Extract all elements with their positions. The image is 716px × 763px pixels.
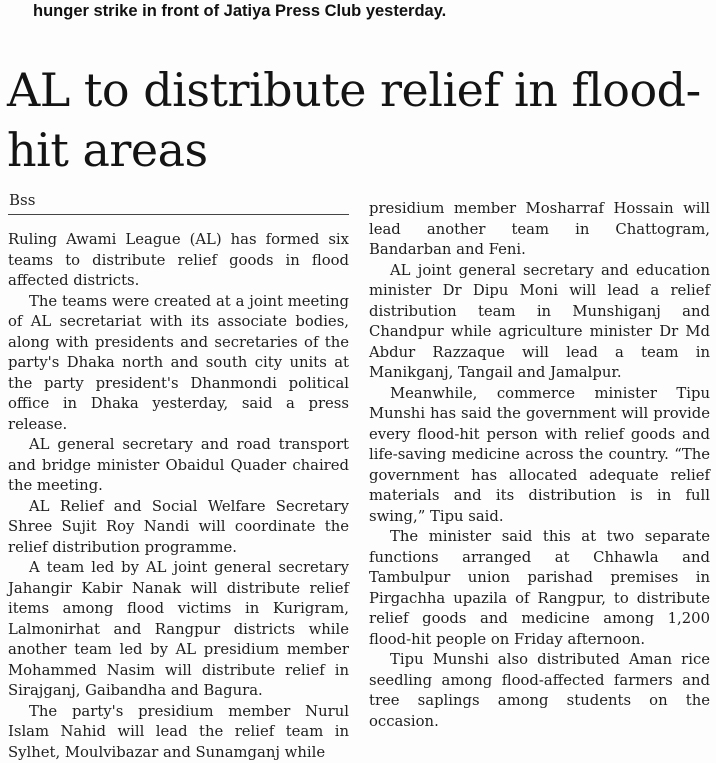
- article-byline: Bss: [9, 191, 35, 209]
- paragraph-9: Meanwhile, commerce minister Tipu Munshi has said the government will provide every flood-hit person with relief goods and life-saving medicine across the country. “The government has allocated adequate relief materials and its distribution is in full swing,” Tipu said.: [369, 384, 710, 528]
- paragraph-5: A team led by AL joint general secretary Jahangir Kabir Nanak will distribute relief items among flood victims in Kurigram, Lalmonirhat and Rangpur districts while another team led by AL presidium member Mohammed Nasim will distribute relief in Sirajganj, Gaibandha and Bagura.: [8, 558, 349, 702]
- article-column-right: [369, 199, 710, 732]
- paragraph-10: The minister said this at two separate functions arranged at Chhawla and Tambulpur union parishad premises in Pirgachha upazila of Rangpur, to distribute relief goods and medicine among 1,200 flood-hit people on Friday afternoon.: [369, 527, 710, 650]
- paragraph-7: presidium member Mosharraf Hossain will lead another team in Chattogram, Bandarban and Feni.: [369, 199, 710, 261]
- paragraph-1: Ruling Awami League (AL) has formed six teams to distribute relief goods in flood affected districts.: [8, 230, 349, 292]
- paragraph-2: The teams were created at a joint meeting of AL secretariat with its associate bodies, along with presidents and secretaries of the party's Dhaka north and south city units at the party president's Dhanmondi political office in Dhaka yesterday, said a press release.: [8, 292, 349, 436]
- photo-caption: hunger strike in front of Jatiya Press Club yesterday.: [33, 2, 446, 21]
- paragraph-8: AL joint general secretary and education minister Dr Dipu Moni will lead a relief distribution team in Munshiganj and Chandpur while agriculture minister Dr Md Abdur Razzaque will lead a team in Manikganj, Tangail and Jamalpur.: [369, 261, 710, 384]
- paragraph-4: AL Relief and Social Welfare Secretary Shree Sujit Roy Nandi will coordinate the relief distribution programme.: [8, 497, 349, 559]
- byline-divider: [8, 214, 349, 215]
- article-column-left: [8, 230, 349, 763]
- paragraph-6: The party's presidium member Nurul Islam Nahid will lead the relief team in Sylhet, Moulvibazar and Sunamganj while: [8, 702, 349, 763]
- paragraph-3: AL general secretary and road transport and bridge minister Obaidul Quader chaired the meeting.: [8, 435, 349, 497]
- paragraph-11: Tipu Munshi also distributed Aman rice seedling among flood-affected farmers and tree saplings among students on the occasion.: [369, 650, 710, 732]
- article-headline: AL to distribute relief in flood-hit areas: [7, 60, 712, 180]
